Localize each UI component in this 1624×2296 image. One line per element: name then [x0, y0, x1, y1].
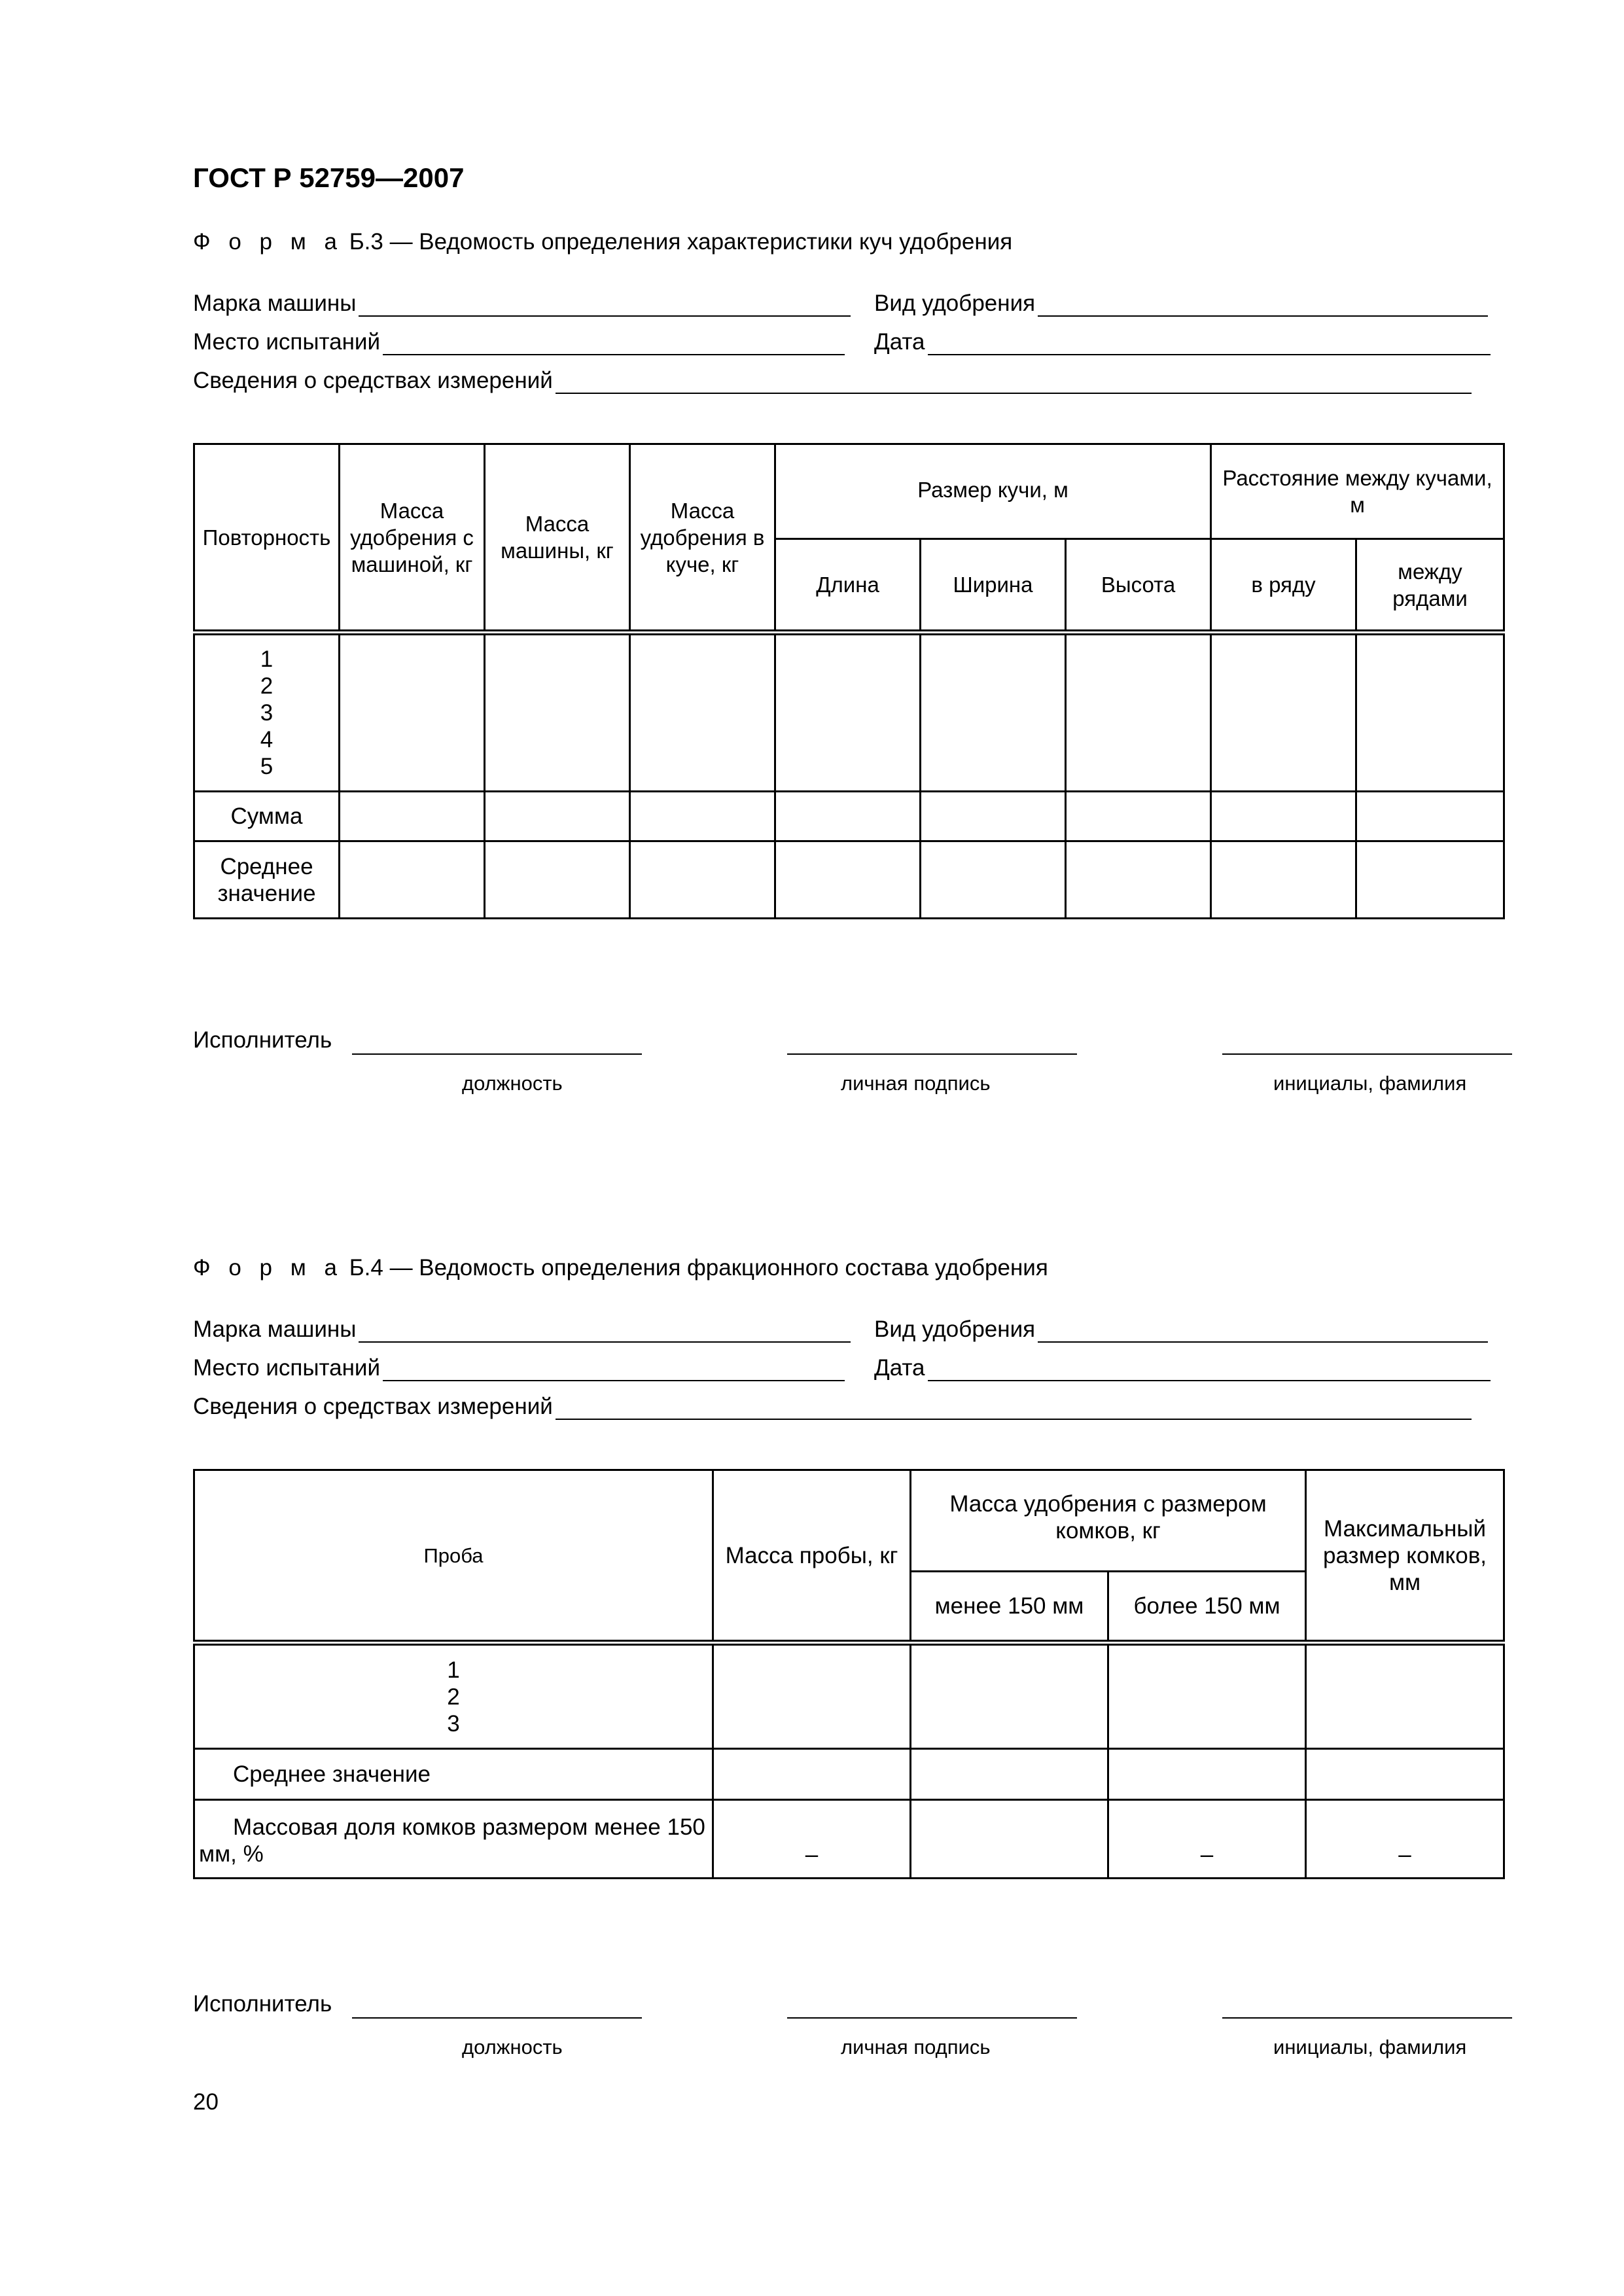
form-b3-title-label: Ф о р м а [193, 229, 343, 255]
form-b4-fertilizer-field [874, 1316, 1488, 1343]
form-b4-title-text: Б.4 — Ведомость определения фракционного состава удобрения [349, 1255, 1048, 1280]
b4-cell[interactable] [713, 1749, 911, 1800]
form-b3-fertilizer-field [874, 291, 1488, 317]
b3-repeat-2: 2 [260, 673, 274, 699]
form-b3-place-field [193, 329, 845, 355]
b3-group-distance: Расстояние между кучами, м [1211, 444, 1504, 539]
form-b3-machine-label: Марка машины [193, 291, 357, 316]
b4-signature-line[interactable] [787, 2016, 1077, 2019]
b3-col-length: Длина [775, 539, 921, 633]
b3-cell[interactable] [1211, 792, 1356, 841]
form-b3-instruments-line[interactable] [556, 369, 1472, 394]
b3-col-machine-mass: Масса машины, кг [485, 444, 630, 633]
b4-col-max-size: Максимальный размер комков, мм [1306, 1470, 1504, 1643]
b3-repeat-1: 1 [260, 646, 274, 672]
b3-cell[interactable] [485, 841, 630, 919]
b3-repeats-cell [194, 633, 340, 792]
b3-cell[interactable] [775, 841, 921, 919]
b3-cell[interactable] [921, 792, 1066, 841]
b4-sample-2: 2 [447, 1684, 460, 1710]
b3-cell[interactable] [485, 633, 630, 792]
b3-signature-caption: личная подпись [841, 1072, 991, 1095]
form-b4-title [193, 1255, 1048, 1281]
b4-sample-1: 1 [447, 1657, 460, 1683]
b3-cell[interactable] [340, 792, 485, 841]
b3-cell[interactable] [1356, 792, 1504, 841]
form-b3-title [193, 229, 1012, 255]
b4-sample-3: 3 [447, 1710, 460, 1737]
b3-name-line[interactable] [1222, 1052, 1512, 1055]
b3-row-sum: Сумма [194, 792, 340, 841]
form-b3-place-label: Место испытаний [193, 329, 381, 355]
b3-col-height: Высота [1066, 539, 1211, 633]
b3-signature-line[interactable] [787, 1052, 1077, 1055]
form-b3-instruments-field [193, 368, 1472, 394]
b4-row-mean: Среднее значение [194, 1749, 713, 1800]
b3-col-width: Ширина [921, 539, 1066, 633]
b3-cell[interactable] [1066, 841, 1211, 919]
b3-name-caption: инициалы, фамилия [1273, 1072, 1467, 1095]
form-b4-machine-line[interactable] [359, 1318, 851, 1343]
form-b4-instruments-field [193, 1394, 1472, 1420]
form-b4-table [193, 1469, 1505, 1879]
b3-col-repeat: Повторность [194, 444, 340, 633]
b3-cell[interactable] [775, 633, 921, 792]
form-b4-instruments-label: Сведения о средствах измерений [193, 1394, 553, 1419]
form-b3-place-line[interactable] [383, 330, 845, 355]
b3-cell[interactable] [630, 841, 775, 919]
b4-name-line[interactable] [1222, 2016, 1512, 2019]
b3-position-line[interactable] [352, 1052, 642, 1055]
b4-col-more-150: более 150 мм [1108, 1572, 1306, 1643]
form-b3-date-label: Дата [874, 329, 925, 355]
form-b3-fertilizer-label: Вид удобрения [874, 291, 1036, 316]
form-b3-date-field [874, 329, 1491, 355]
form-b4-date-field [874, 1355, 1491, 1381]
form-b4-date-line[interactable] [928, 1356, 1491, 1381]
b4-cell[interactable] [911, 1749, 1108, 1800]
b4-cell[interactable] [1306, 1643, 1504, 1749]
b3-cell[interactable] [1211, 633, 1356, 792]
b4-samples-cell [194, 1643, 713, 1749]
b3-cell[interactable] [921, 633, 1066, 792]
b4-row-share: Массовая доля комков размером менее 150 мм, % [194, 1800, 713, 1879]
b3-cell[interactable] [1356, 633, 1504, 792]
b3-group-pile-size: Размер кучи, м [775, 444, 1211, 539]
b3-position-caption: должность [462, 1072, 563, 1095]
b4-cell[interactable] [1108, 1643, 1306, 1749]
form-b3-date-line[interactable] [928, 330, 1491, 355]
b4-col-less-150: менее 150 мм [911, 1572, 1108, 1643]
form-b4-fertilizer-line[interactable] [1038, 1318, 1488, 1343]
form-b4-date-label: Дата [874, 1355, 925, 1381]
b3-cell[interactable] [1211, 841, 1356, 919]
b3-row-mean: Среднее значение [194, 841, 340, 919]
page-number: 20 [193, 2089, 219, 2115]
b3-cell[interactable] [485, 792, 630, 841]
form-b3-machine-line[interactable] [359, 292, 851, 317]
b3-cell[interactable] [630, 633, 775, 792]
b3-cell[interactable] [775, 792, 921, 841]
b4-cell[interactable] [713, 1643, 911, 1749]
form-b3-title-text: Б.3 — Ведомость определения характеристики куч удобрения [349, 229, 1013, 255]
b3-repeat-5: 5 [260, 754, 274, 779]
form-b3-table [193, 443, 1505, 919]
form-b3-fertilizer-line[interactable] [1038, 292, 1488, 317]
document-code: ГОСТ Р 52759—2007 [193, 162, 465, 193]
form-b4-place-label: Место испытаний [193, 1355, 381, 1381]
b3-col-mass-with-machine: Масса удобрения с машиной, кг [340, 444, 485, 633]
b3-col-between-rows: между рядами [1356, 539, 1504, 633]
form-b3-machine-field [193, 291, 851, 317]
b4-share-more-dash: – [1108, 1800, 1306, 1879]
b4-cell[interactable] [1306, 1749, 1504, 1800]
b4-col-sample: Проба [194, 1470, 713, 1643]
b3-col-in-row: в ряду [1211, 539, 1356, 633]
b4-position-caption: должность [462, 2036, 563, 2058]
b4-cell[interactable] [911, 1643, 1108, 1749]
b3-repeat-3: 3 [260, 700, 274, 726]
b3-cell[interactable] [1066, 792, 1211, 841]
b3-cell[interactable] [630, 792, 775, 841]
b3-cell[interactable] [921, 841, 1066, 919]
b4-signature-caption: личная подпись [841, 2036, 991, 2058]
form-b4-machine-field [193, 1316, 851, 1343]
b4-share-mass-dash: – [713, 1800, 911, 1879]
form-b4-instruments-line[interactable] [556, 1395, 1472, 1420]
form-b4-fertilizer-label: Вид удобрения [874, 1316, 1036, 1342]
b3-cell[interactable] [1356, 841, 1504, 919]
b4-col-sample-mass: Масса пробы, кг [713, 1470, 911, 1643]
b4-group-fraction: Масса удобрения с размером комков, кг [911, 1470, 1306, 1572]
b4-executor-label: Исполнитель [193, 1991, 332, 2017]
b4-position-line[interactable] [352, 2016, 642, 2019]
b3-cell[interactable] [340, 633, 485, 792]
b3-cell[interactable] [340, 841, 485, 919]
b4-cell[interactable] [1108, 1749, 1306, 1800]
form-b4-title-label: Ф о р м а [193, 1255, 343, 1280]
b3-executor-label: Исполнитель [193, 1027, 332, 1053]
b3-cell[interactable] [1066, 633, 1211, 792]
b3-col-mass-in-pile: Масса удобрения в куче, кг [630, 444, 775, 633]
b4-name-caption: инициалы, фамилия [1273, 2036, 1467, 2058]
b4-share-max-dash: – [1306, 1800, 1504, 1879]
form-b4-place-line[interactable] [383, 1356, 845, 1381]
form-b4-machine-label: Марка машины [193, 1316, 357, 1342]
b3-repeat-4: 4 [260, 727, 274, 752]
b4-cell[interactable] [911, 1800, 1108, 1879]
form-b3-instruments-label: Сведения о средствах измерений [193, 368, 553, 393]
form-b4-place-field [193, 1355, 845, 1381]
